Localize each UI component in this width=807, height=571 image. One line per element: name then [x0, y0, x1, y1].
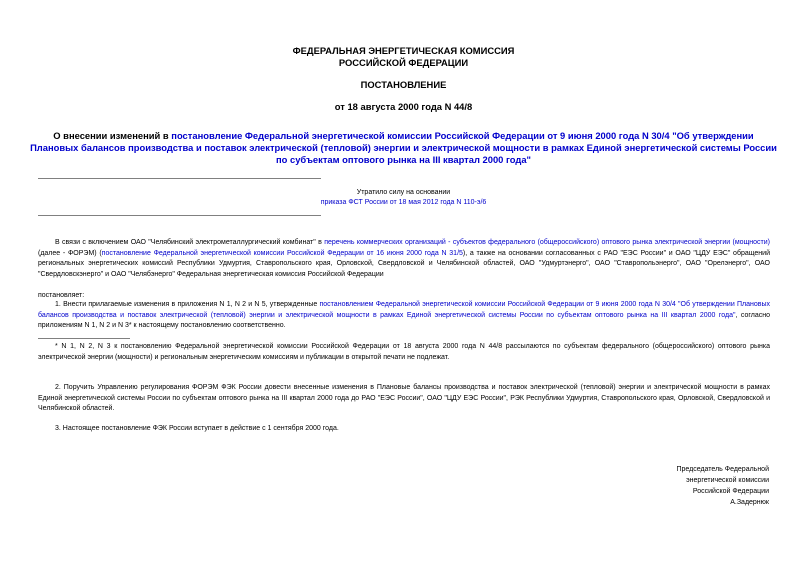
signature-name: А.Задернюк — [730, 499, 769, 506]
document-title — [30, 130, 777, 166]
footnote-text: * N 1, N 2, N 3 к постановлению Федеральной энергетической комиссии Российской Федерации от 18 августа 2000 года N 44/8 рассылаются по субъектам федерального (общероссийского) оптового рынка электрической энергии (мощности) и региональным энергетическим комиссиям и публикации в открытой печати не подлежат. — [38, 343, 770, 361]
paragraph-item-2 — [38, 383, 770, 415]
signature-title-line1: Председатель Федеральной — [676, 466, 769, 473]
document-type: ПОСТАНОВЛЕНИЕ — [360, 79, 447, 90]
preamble-text-b: (далее - ФОРЭМ) ( — [38, 249, 102, 257]
document-date-number: от 18 августа 2000 года N 44/8 — [334, 101, 473, 112]
preamble-link-list[interactable]: перечень коммерческих организаций - субъектов федерального (общероссийского) оптового рынка электрической энергии (мощности) — [324, 239, 770, 246]
status-note-link[interactable]: приказа ФСТ России от 18 мая 2012 года N 110-э/6 — [320, 199, 487, 206]
status-note-text: Утратило силу на основании — [356, 189, 451, 196]
footnote — [38, 342, 770, 363]
item-2-text: 2. Поручить Управлению регулирования ФОРЭМ ФЭК России довести внесенные изменения в Плановые балансы производства и поставок электрической (тепловой) энергии и электрической мощности в рамках Единой энергетической системы России по субъектам оптового рынка на III квартал 2000 года до РАО "ЕЭС России", ОАО "ЦДУ ЕЭС России", РЭК Республики Удмуртия, Ставропольского края, Орловской, Свердловской и Челябинской областей. — [38, 384, 770, 412]
item-3-text: 3. Настоящее постановление ФЭК России вступает в действие с 1 сентября 2000 года. — [55, 425, 339, 432]
status-note — [0, 188, 807, 208]
org-name-line2: РОССИЙСКОЙ ФЕДЕРАЦИИ — [338, 57, 469, 68]
title-link[interactable]: постановление Федеральной энергетической комиссии Российской Федерации от 9 июня 2000 года N 30/4 "Об утверждении Плановых балансов производства и поставок электрической (тепловой) энергии и электрической мощности в рамках Единой энергетической системы России по субъектам оптового рынка на III квартал 2000 года" — [30, 130, 777, 165]
divider-bottom — [38, 215, 321, 216]
divider-top — [38, 178, 321, 179]
signature-title-line3: Российской Федерации — [692, 488, 769, 495]
paragraph-preamble — [38, 238, 770, 280]
item-1-text-a: 1. Внести прилагаемые изменения в приложения N 1, N 2 и N 5, утвержденные — [55, 301, 320, 308]
signature-block — [676, 464, 769, 508]
paragraph-item-3 — [38, 424, 770, 435]
signature-title-line2: энергетической комиссии — [686, 477, 769, 484]
org-name-line1: ФЕДЕРАЛЬНАЯ ЭНЕРГЕТИЧЕСКАЯ КОМИССИЯ — [292, 45, 515, 56]
item-1-link[interactable]: постановлением Федеральной энергетической комиссии Российской Федерации от 9 июня 2000 года N 30/4 "Об утверждении Плановых балансов производства и поставок электрической (тепловой) энергии и электрической мощности в рамках Единой энергетической системы России по субъектам оптового рынка на III квартал 2000 года" — [38, 301, 770, 319]
paragraph-item-1 — [38, 300, 770, 332]
preamble-text-c: ), а также на основании согласованных с РАО "ЕЭС России" и ОАО "ЦДУ ЕЭС" обращений региональных энергетических комиссий Республики Удмуртия, Ставропольского края, Орловской, Свердловской и Челябинской областей, ОАО "Удмуртэнерго", ОАО "Ставропольэнерго", ОАО "Орелэнерго", ОАО "Свердловскэнерго" и ОАО "Челябэнерго" Федеральная энергетическая комиссия Российской Федерации — [38, 249, 770, 278]
title-prefix: О внесении изменений в — [53, 130, 172, 141]
footnote-divider — [38, 338, 130, 339]
resolves-label: постановляет: — [38, 292, 85, 299]
preamble-text-a: В связи с включением ОАО "Челябинский электрометаллургический комбинат" в — [55, 239, 325, 246]
preamble-link-resolution[interactable]: постановление Федеральной энергетической комиссии Российской Федерации от 16 июня 2000 года N 31/5 — [101, 249, 463, 257]
item-1-text-b: , согласно приложениям N 1, N 2 и N 3* к настоящему постановлению соответственно. — [38, 311, 770, 329]
